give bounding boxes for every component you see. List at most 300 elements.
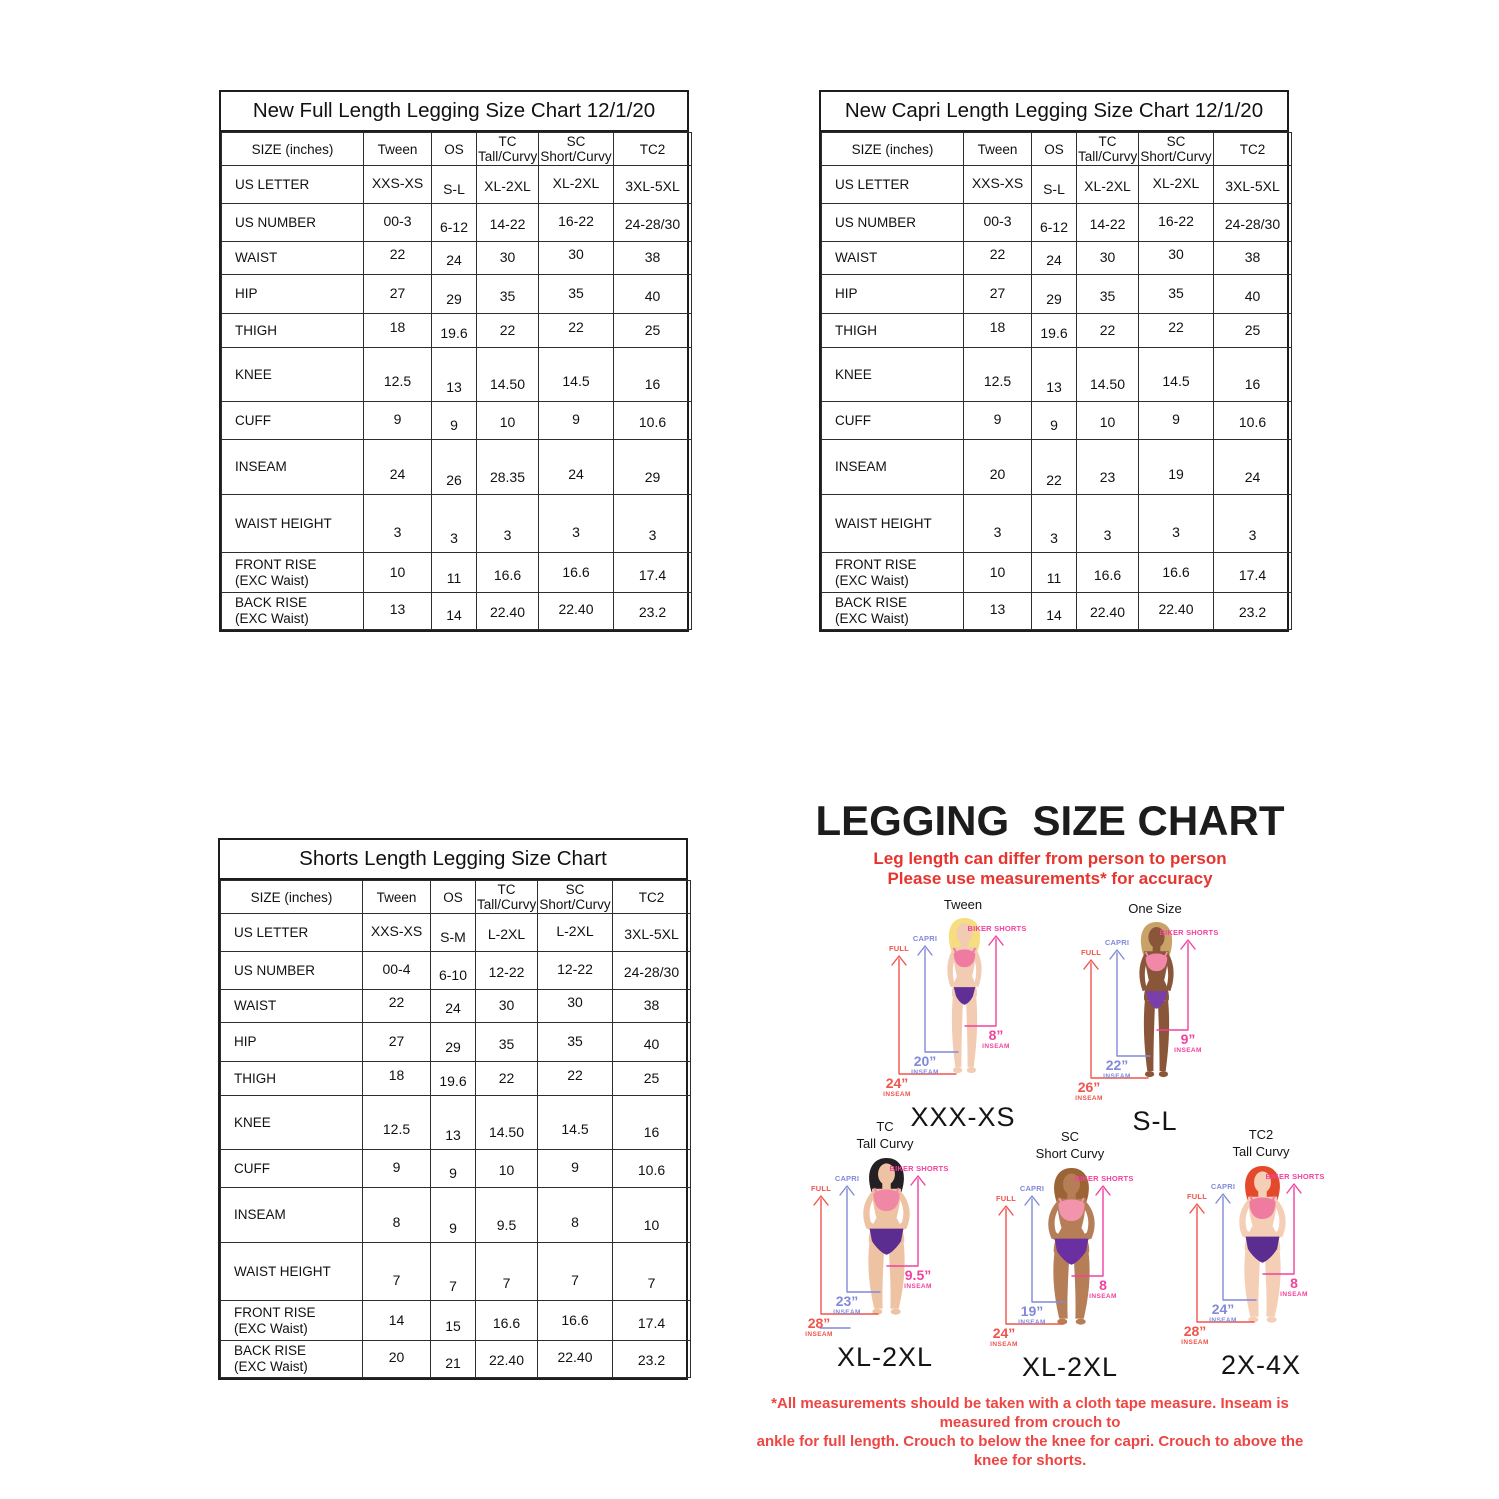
size-value: 14.5: [539, 348, 614, 402]
size-value: 35: [539, 275, 614, 314]
column-header: OS: [431, 881, 476, 914]
size-value: 10: [477, 402, 539, 440]
size-value: 10: [1077, 402, 1139, 440]
table-row: [222, 242, 692, 275]
table-row: [822, 314, 1292, 348]
full-inseam-measurement: 28” INSEAM: [1181, 1323, 1209, 1346]
biker-inseam-measurement: 9.5” INSEAM: [904, 1267, 932, 1290]
size-value: 22.40: [1077, 593, 1139, 630]
size-value: 30: [476, 990, 538, 1023]
size-value: 00-3: [364, 204, 432, 242]
row-label: HIP: [221, 1023, 363, 1062]
size-value: 16.6: [1077, 553, 1139, 593]
size-value: 19.6: [432, 314, 477, 348]
size-value: 10.6: [614, 402, 692, 440]
size-value: 3: [1077, 495, 1139, 553]
size-value: 13: [364, 593, 432, 630]
full-inseam-measurement: 28” INSEAM: [805, 1315, 833, 1338]
size-value: 35: [1139, 275, 1214, 314]
size-value: XL-2XL: [1139, 166, 1214, 204]
full-inseam-measurement: 24” INSEAM: [883, 1075, 911, 1098]
size-value: 3: [614, 495, 692, 553]
size-value: 27: [364, 275, 432, 314]
size-value: 3XL-5XL: [614, 166, 692, 204]
size-value: 23: [1077, 440, 1139, 495]
table-title: Shorts Length Legging Size Chart: [220, 840, 686, 880]
size-table-grid: [221, 132, 692, 630]
size-value: 21: [431, 1341, 476, 1378]
size-value: 3: [1214, 495, 1292, 553]
size-value: 19: [1139, 440, 1214, 495]
size-value: 22.40: [477, 593, 539, 630]
size-value: 3: [364, 495, 432, 553]
size-value: 14-22: [1077, 204, 1139, 242]
page-title: LEGGING SIZE CHART: [815, 797, 1285, 844]
row-label: HIP: [222, 275, 364, 314]
subtitle: [790, 849, 1310, 889]
row-label: WAIST HEIGHT: [822, 495, 964, 553]
size-value: 14.50: [476, 1096, 538, 1150]
figure-top-label: TC2 Tall Curvy: [1232, 1127, 1290, 1159]
size-value: 17.4: [1214, 553, 1292, 593]
size-value: 24: [432, 242, 477, 275]
column-header: SIZE (inches): [221, 881, 363, 914]
row-label: US NUMBER: [222, 204, 364, 242]
figure-size-label: S-L: [1132, 1106, 1178, 1136]
size-value: 3: [964, 495, 1032, 553]
full-label: FULL: [811, 1184, 831, 1193]
table-row: [822, 553, 1292, 593]
size-value: 25: [1214, 314, 1292, 348]
table-row: [822, 275, 1292, 314]
size-value: 14: [363, 1301, 431, 1341]
size-value: 35: [1077, 275, 1139, 314]
column-header: TC2: [613, 881, 691, 914]
size-value: 12.5: [363, 1096, 431, 1150]
size-value: 13: [432, 348, 477, 402]
size-value: 29: [432, 275, 477, 314]
table-header-row: [822, 133, 1292, 166]
size-value: 22: [476, 1062, 538, 1096]
row-label: US NUMBER: [221, 952, 363, 990]
row-label: KNEE: [222, 348, 364, 402]
row-label: WAIST HEIGHT: [221, 1243, 363, 1301]
size-value: 3: [1032, 495, 1077, 553]
full-label: FULL: [889, 944, 909, 953]
size-value: 22: [364, 242, 432, 275]
size-value: 13: [431, 1096, 476, 1150]
row-label: CUFF: [221, 1150, 363, 1188]
size-value: 3XL-5XL: [1214, 166, 1292, 204]
table-row: [822, 242, 1292, 275]
size-value: 9: [431, 1188, 476, 1243]
row-label: US NUMBER: [822, 204, 964, 242]
size-value: 19.6: [1032, 314, 1077, 348]
capri-inseam-measurement: 24” INSEAM: [1209, 1301, 1237, 1324]
table-row: [221, 1243, 691, 1301]
subtitle-line: Leg length can differ from person to person: [873, 849, 1227, 868]
row-label: FRONT RISE (EXC Waist): [822, 553, 964, 593]
size-value: 10.6: [613, 1150, 691, 1188]
size-value: 7: [613, 1243, 691, 1301]
capri-label: CAPRI: [1210, 1182, 1236, 1191]
size-value: 40: [614, 275, 692, 314]
size-value: 22.40: [539, 593, 614, 630]
full-label: FULL: [1081, 948, 1101, 957]
row-label: WAIST: [221, 990, 363, 1023]
table-row: [221, 1150, 691, 1188]
column-header: SIZE (inches): [822, 133, 964, 166]
full-label: FULL: [1187, 1192, 1207, 1201]
size-value: 22.40: [1139, 593, 1214, 630]
capri-inseam-measurement: 20” INSEAM: [911, 1053, 939, 1076]
biker-shorts-label: BIKER SHORTS: [1074, 1174, 1134, 1183]
size-value: 35: [476, 1023, 538, 1062]
size-value: 6-10: [431, 952, 476, 990]
size-value: 24: [539, 440, 614, 495]
size-value: 18: [964, 314, 1032, 348]
column-header: SC Short/Curvy: [540, 134, 612, 164]
size-value: 22: [1077, 314, 1139, 348]
size-value: 9: [431, 1150, 476, 1188]
capri-inseam-measurement: 22” INSEAM: [1103, 1057, 1131, 1080]
column-header: TC Tall/Curvy: [478, 134, 538, 164]
figure-top-label: TC Tall Curvy: [856, 1119, 914, 1151]
column-header: SC Short/Curvy: [539, 882, 611, 912]
woman-figure: [863, 1158, 909, 1315]
figure-size-label: XL-2XL: [836, 1342, 934, 1372]
table-row: [221, 1023, 691, 1062]
size-table-grid: [821, 132, 1292, 630]
size-value: 24: [431, 990, 476, 1023]
figure-size-label: 2X-4X: [1220, 1350, 1302, 1380]
row-label: WAIST: [822, 242, 964, 275]
size-value: 9: [964, 402, 1032, 440]
woman-figure: [1048, 1168, 1094, 1325]
size-value: 16: [614, 348, 692, 402]
size-value: 16.6: [477, 553, 539, 593]
row-label: WAIST HEIGHT: [222, 495, 364, 553]
capri-label: CAPRI: [834, 1174, 860, 1183]
table-row: [822, 166, 1292, 204]
woman-figure: [1239, 1166, 1285, 1323]
biker-shorts-label: BIKER SHORTS: [1159, 928, 1219, 937]
row-label: KNEE: [221, 1096, 363, 1150]
table-row: [221, 1188, 691, 1243]
size-value: 30: [1139, 242, 1214, 275]
biker-shorts-label: BIKER SHORTS: [967, 924, 1027, 933]
size-value: 17.4: [613, 1301, 691, 1341]
row-label: BACK RISE (EXC Waist): [822, 593, 964, 630]
size-value: 20: [964, 440, 1032, 495]
column-header: Tween: [363, 881, 431, 914]
size-value: 6-12: [432, 204, 477, 242]
size-value: 28.35: [477, 440, 539, 495]
row-label: INSEAM: [222, 440, 364, 495]
measurement-footnote: [750, 1394, 1310, 1470]
size-value: 22: [363, 990, 431, 1023]
row-label: WAIST: [222, 242, 364, 275]
figure-short-curvy: [975, 1128, 1165, 1386]
table-row: [222, 593, 692, 630]
capri-label: CAPRI: [1019, 1184, 1045, 1193]
size-value: 10: [364, 553, 432, 593]
column-header: TC Tall/Curvy: [1078, 134, 1138, 164]
row-label: THIGH: [222, 314, 364, 348]
size-value: 11: [432, 553, 477, 593]
row-label: CUFF: [222, 402, 364, 440]
size-value: 26: [432, 440, 477, 495]
size-value: 18: [363, 1062, 431, 1096]
size-value: 23.2: [614, 593, 692, 630]
size-value: 6-12: [1032, 204, 1077, 242]
size-value: S-L: [432, 166, 477, 204]
size-value: 9: [538, 1150, 613, 1188]
column-header: SIZE (inches): [222, 133, 364, 166]
figure-top-label: SC Short Curvy: [1035, 1129, 1105, 1161]
size-value: 24-28/30: [614, 204, 692, 242]
table-row: [222, 553, 692, 593]
row-label: FRONT RISE (EXC Waist): [222, 553, 364, 593]
table-row: [822, 593, 1292, 630]
size-value: 14.5: [1139, 348, 1214, 402]
size-value: 9: [1139, 402, 1214, 440]
capri-length-size-table: [819, 90, 1289, 632]
size-value: 30: [538, 990, 613, 1023]
size-value: 7: [476, 1243, 538, 1301]
table-header-row: [221, 881, 691, 914]
subtitle-line: Please use measurements* for accuracy: [887, 869, 1213, 888]
size-value: 00-4: [363, 952, 431, 990]
row-label: FRONT RISE (EXC Waist): [221, 1301, 363, 1341]
size-value: 12.5: [964, 348, 1032, 402]
size-value: S-M: [431, 914, 476, 952]
size-value: 24-28/30: [1214, 204, 1292, 242]
table-row: [221, 1062, 691, 1096]
size-value: 29: [1032, 275, 1077, 314]
row-label: HIP: [822, 275, 964, 314]
size-value: 16.6: [1139, 553, 1214, 593]
size-value: 13: [964, 593, 1032, 630]
size-value: L-2XL: [476, 914, 538, 952]
size-value: 14: [1032, 593, 1077, 630]
figure-top-label: One Size: [1128, 901, 1182, 916]
figure-size-label: XXX-XS: [910, 1102, 1016, 1132]
size-value: 20: [363, 1341, 431, 1378]
shorts-length-size-table: [218, 838, 688, 1380]
size-value: 16-22: [539, 204, 614, 242]
biker-inseam-measurement: 9” INSEAM: [1174, 1031, 1202, 1054]
table-row: [222, 314, 692, 348]
size-value: 25: [613, 1062, 691, 1096]
size-value: 11: [1032, 553, 1077, 593]
table-row: [222, 204, 692, 242]
row-label: BACK RISE (EXC Waist): [221, 1341, 363, 1378]
figure-tween: [868, 896, 1058, 1136]
capri-inseam-measurement: 19” INSEAM: [1018, 1303, 1046, 1326]
size-value: XL-2XL: [477, 166, 539, 204]
row-label: THIGH: [822, 314, 964, 348]
size-value: 30: [539, 242, 614, 275]
size-value: 9.5: [476, 1188, 538, 1243]
biker-inseam-measurement: 8 INSEAM: [1089, 1277, 1117, 1300]
size-value: 30: [477, 242, 539, 275]
size-value: 22: [964, 242, 1032, 275]
size-value: 9: [363, 1150, 431, 1188]
table-row: [822, 440, 1292, 495]
figure-one-size: [1060, 900, 1250, 1140]
row-label: BACK RISE (EXC Waist): [222, 593, 364, 630]
size-value: 3: [539, 495, 614, 553]
size-value: 35: [477, 275, 539, 314]
table-row: [822, 348, 1292, 402]
footnote-line: *All measurements should be taken with a cloth tape measure. Inseam is measured from crouch to: [771, 1395, 1289, 1431]
row-label: KNEE: [822, 348, 964, 402]
size-value: 24-28/30: [613, 952, 691, 990]
column-header: Tween: [364, 133, 432, 166]
size-value: 29: [431, 1023, 476, 1062]
size-value: 00-3: [964, 204, 1032, 242]
size-value: 14: [432, 593, 477, 630]
table-row: [222, 402, 692, 440]
size-value: 14-22: [477, 204, 539, 242]
size-value: 35: [538, 1023, 613, 1062]
size-value: 22: [477, 314, 539, 348]
size-value: 13: [1032, 348, 1077, 402]
table-row: [222, 440, 692, 495]
size-value: 10: [964, 553, 1032, 593]
size-value: 27: [363, 1023, 431, 1062]
table-row: [822, 495, 1292, 553]
capri-label: CAPRI: [1104, 938, 1130, 947]
row-label: US LETTER: [221, 914, 363, 952]
full-length-size-table: [219, 90, 689, 632]
size-value: 27: [964, 275, 1032, 314]
size-value: 24: [1032, 242, 1077, 275]
size-value: 12-22: [538, 952, 613, 990]
size-value: 23.2: [1214, 593, 1292, 630]
row-label: THIGH: [221, 1062, 363, 1096]
size-value: 22.40: [476, 1341, 538, 1378]
full-inseam-measurement: 24” INSEAM: [990, 1325, 1018, 1348]
size-value: XL-2XL: [1077, 166, 1139, 204]
size-value: 29: [614, 440, 692, 495]
capri-label: CAPRI: [912, 934, 938, 943]
size-value: 16.6: [538, 1301, 613, 1341]
size-value: 12.5: [364, 348, 432, 402]
table-header-row: [222, 133, 692, 166]
size-value: 22: [1139, 314, 1214, 348]
size-value: L-2XL: [538, 914, 613, 952]
size-value: 30: [1077, 242, 1139, 275]
table-row: [222, 495, 692, 553]
column-header: OS: [1032, 133, 1077, 166]
size-value: 10: [613, 1188, 691, 1243]
column-header: TC Tall/Curvy: [477, 882, 537, 912]
table-row: [222, 275, 692, 314]
table-row: [221, 1301, 691, 1341]
row-label: US LETTER: [822, 166, 964, 204]
figure-top-label: Tween: [943, 897, 983, 912]
size-value: 19.6: [431, 1062, 476, 1096]
table-row: [822, 204, 1292, 242]
size-table-grid: [220, 880, 691, 1378]
size-value: 9: [1032, 402, 1077, 440]
figure-tc2-tall-curvy: [1166, 1126, 1356, 1384]
size-value: 8: [363, 1188, 431, 1243]
table-row: [221, 990, 691, 1023]
table-row: [222, 348, 692, 402]
size-value: 18: [364, 314, 432, 348]
row-label: US LETTER: [222, 166, 364, 204]
table-row: [222, 166, 692, 204]
size-value: 22: [1032, 440, 1077, 495]
size-value: 16: [613, 1096, 691, 1150]
table-title: New Capri Length Legging Size Chart 12/1/20: [821, 92, 1287, 132]
size-value: 16: [1214, 348, 1292, 402]
table-row: [221, 952, 691, 990]
size-value: 38: [613, 990, 691, 1023]
size-value: 16.6: [539, 553, 614, 593]
size-value: 14.5: [538, 1096, 613, 1150]
size-value: 3: [477, 495, 539, 553]
row-label: INSEAM: [822, 440, 964, 495]
size-value: 25: [614, 314, 692, 348]
figure-tall-curvy: [790, 1118, 980, 1376]
column-header: SC Short/Curvy: [1140, 134, 1212, 164]
biker-shorts-label: BIKER SHORTS: [889, 1164, 949, 1173]
size-value: 38: [1214, 242, 1292, 275]
size-value: 9: [364, 402, 432, 440]
table-row: [221, 914, 691, 952]
column-header: TC2: [1214, 133, 1292, 166]
table-row: [221, 1096, 691, 1150]
size-value: 7: [363, 1243, 431, 1301]
size-value: 24: [364, 440, 432, 495]
size-value: 3: [1139, 495, 1214, 553]
size-value: 15: [431, 1301, 476, 1341]
size-value: 24: [1214, 440, 1292, 495]
size-value: XXS-XS: [363, 914, 431, 952]
size-value: 14.50: [477, 348, 539, 402]
size-value: 10.6: [1214, 402, 1292, 440]
row-label: INSEAM: [221, 1188, 363, 1243]
size-value: 22: [539, 314, 614, 348]
size-value: 3: [432, 495, 477, 553]
size-value: 16.6: [476, 1301, 538, 1341]
size-value: 22: [538, 1062, 613, 1096]
table-row: [822, 402, 1292, 440]
table-row: [221, 1341, 691, 1378]
biker-inseam-measurement: 8” INSEAM: [982, 1027, 1010, 1050]
size-value: 22.40: [538, 1341, 613, 1378]
table-title: New Full Length Legging Size Chart 12/1/20: [221, 92, 687, 132]
size-value: XL-2XL: [539, 166, 614, 204]
size-value: 17.4: [614, 553, 692, 593]
biker-inseam-measurement: 8 INSEAM: [1280, 1275, 1308, 1298]
capri-inseam-measurement: 23” INSEAM: [833, 1293, 861, 1316]
biker-shorts-label: BIKER SHORTS: [1265, 1172, 1325, 1181]
size-value: XXS-XS: [364, 166, 432, 204]
full-label: FULL: [996, 1194, 1016, 1203]
size-value: S-L: [1032, 166, 1077, 204]
size-value: 23.2: [613, 1341, 691, 1378]
size-value: 40: [1214, 275, 1292, 314]
size-value: 8: [538, 1188, 613, 1243]
full-inseam-measurement: 26” INSEAM: [1075, 1079, 1103, 1102]
size-value: 7: [538, 1243, 613, 1301]
size-value: XXS-XS: [964, 166, 1032, 204]
